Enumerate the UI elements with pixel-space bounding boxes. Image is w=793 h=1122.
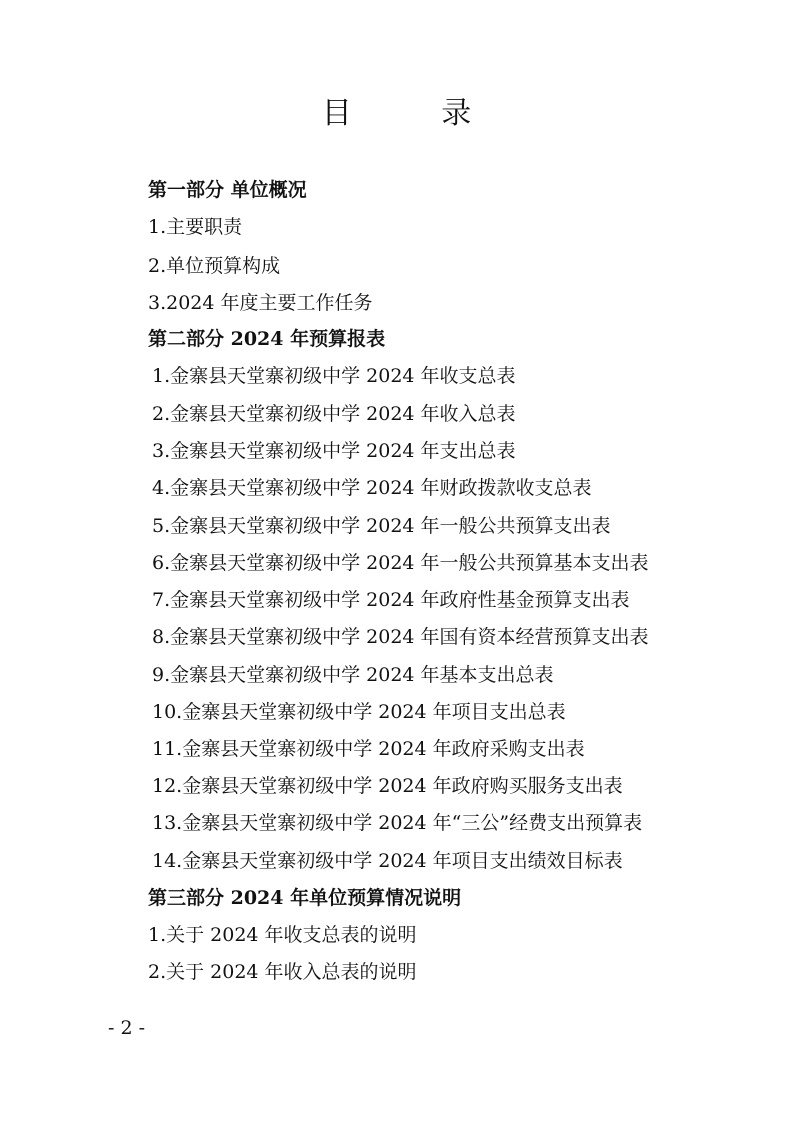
toc-item: 12.金寨县天堂寨初级中学 2024 年政府购买服务支出表 <box>152 775 623 797</box>
toc-item: 3.金寨县天堂寨初级中学 2024 年支出总表 <box>152 440 516 462</box>
toc-item: 3.2024 年度主要工作任务 <box>148 292 373 314</box>
toc-item: 14.金寨县天堂寨初级中学 2024 年项目支出绩效目标表 <box>152 850 623 872</box>
toc-item: 5.金寨县天堂寨初级中学 2024 年一般公共预算支出表 <box>152 515 611 537</box>
toc-item: 13.金寨县天堂寨初级中学 2024 年“三公”经费支出预算表 <box>152 812 643 834</box>
toc-item: 10.金寨县天堂寨初级中学 2024 年项目支出总表 <box>152 701 566 723</box>
toc-item: 2.金寨县天堂寨初级中学 2024 年收入总表 <box>152 403 516 425</box>
toc-item: 7.金寨县天堂寨初级中学 2024 年政府性基金预算支出表 <box>152 589 630 611</box>
toc-item: 6.金寨县天堂寨初级中学 2024 年一般公共预算基本支出表 <box>152 552 649 574</box>
toc-item: 1.关于 2024 年收支总表的说明 <box>148 924 417 946</box>
toc-item: 2.单位预算构成 <box>148 255 281 277</box>
toc-item: 4.金寨县天堂寨初级中学 2024 年财政拨款收支总表 <box>152 477 592 499</box>
toc-item: 1.主要职责 <box>148 216 243 238</box>
page-title: 目 录 <box>321 96 512 131</box>
toc-item: 11.金寨县天堂寨初级中学 2024 年政府采购支出表 <box>152 738 585 760</box>
section-heading-1: 第一部分 单位概况 <box>148 179 307 201</box>
section-heading-3: 第三部分 2024 年单位预算情况说明 <box>148 887 462 909</box>
toc-item: 9.金寨县天堂寨初级中学 2024 年基本支出总表 <box>152 664 554 686</box>
section-heading-2: 第二部分 2024 年预算报表 <box>148 328 386 350</box>
toc-item: 8.金寨县天堂寨初级中学 2024 年国有资本经营预算支出表 <box>152 626 649 648</box>
page-number: - 2 - <box>108 1017 146 1039</box>
toc-item: 2.关于 2024 年收入总表的说明 <box>148 961 417 983</box>
toc-item: 1.金寨县天堂寨初级中学 2024 年收支总表 <box>152 365 516 387</box>
